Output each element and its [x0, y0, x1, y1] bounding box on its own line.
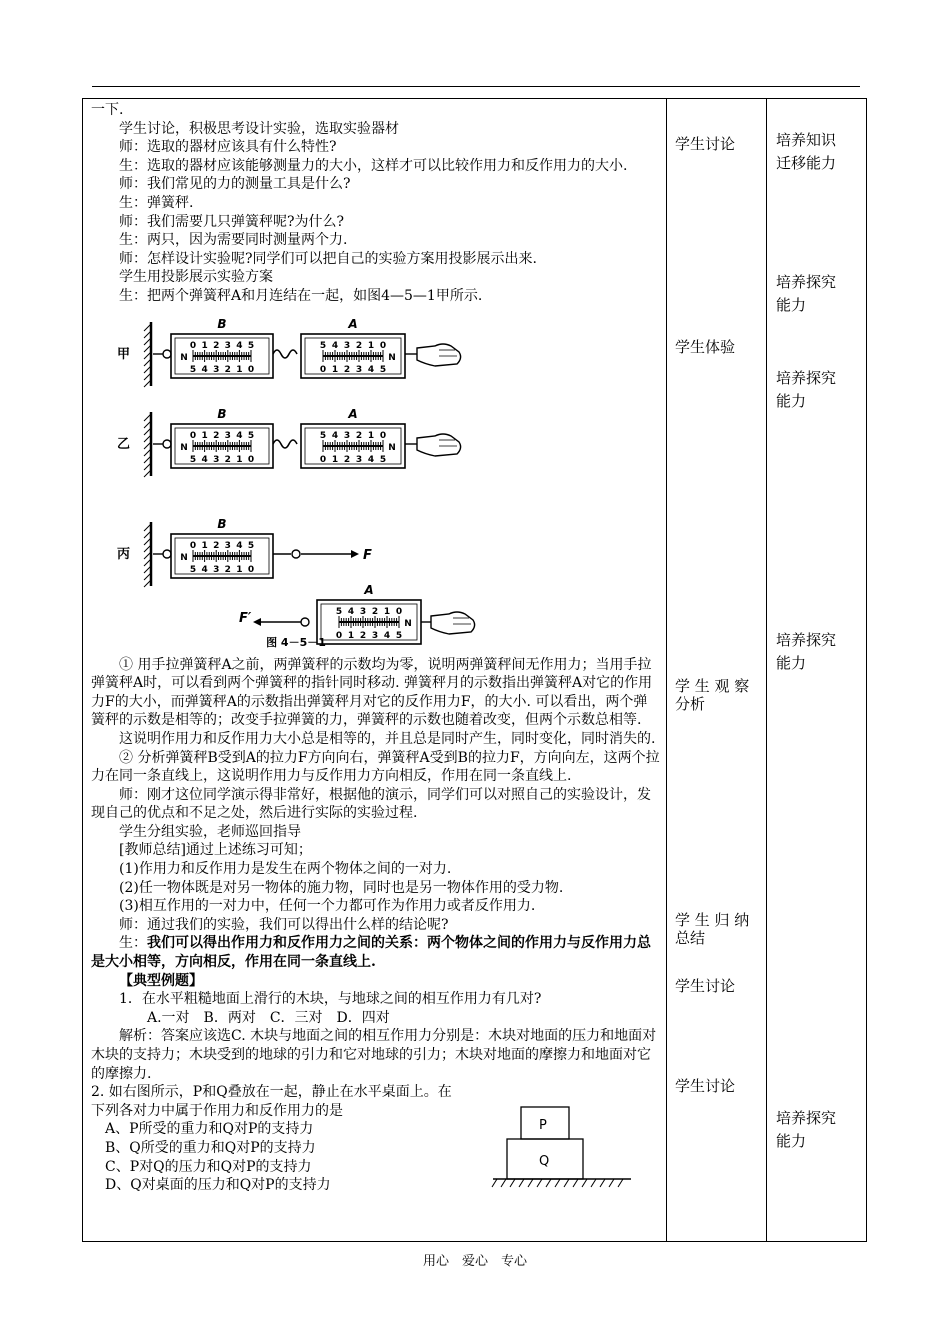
text-line: 生：选取的器材应该能够测量力的大小，这样才可以比较作用力和反作用力的大小.	[119, 157, 628, 174]
text-line: 师：我们需要几只弹簧秤呢?为什么?	[119, 213, 345, 230]
scale-number: 5	[335, 606, 343, 617]
surface-hatch-line	[528, 1179, 533, 1187]
scale-number: 5	[319, 340, 327, 351]
activity-label: 学 生 观 察分析	[675, 677, 750, 713]
scale-number: 3	[213, 454, 220, 465]
scale-number: 2	[355, 340, 363, 351]
text-paragraph: 这说明作用力和反作用力大小总是相等的，并且总是同时产生，同时变化，同时消失的.	[119, 730, 656, 747]
scale-number: 2	[371, 606, 379, 617]
activity-label: 学生讨论	[675, 135, 736, 153]
surface-hatch-line	[546, 1179, 551, 1187]
surface-hatch-line	[573, 1179, 578, 1187]
activity-label: 学生讨论	[675, 1077, 736, 1095]
spring-scale-figure	[91, 306, 661, 656]
text-line: 生：两只，因为需要同时测量两个力.	[119, 232, 348, 249]
text-paragraph: ① 用手拉弹簧秤A之前，两弹簧秤的示数均为零，说明两弹簧秤间无作用力；当用手拉弹簧秤A时，可以看到两个弹簧秤的指针同时移动. 弹簧秤月的示数指出弹簧秤A对它的作用力F的大小，而弹簧秤A的示数指出弹簧秤月对它的反作用力F，的大小. 可以看出，两个弹簧秤的示数是相等的；改变手拉弹簧的力，弹簧秤的示数也随着改变，但两个示数总相等.	[91, 656, 653, 729]
scale-number: 4	[201, 454, 208, 465]
scale-number: 1	[367, 340, 375, 351]
scale-number: 2	[224, 454, 231, 465]
scale-number: 3	[355, 454, 363, 465]
scale-number: 2	[343, 364, 351, 375]
hook-ring	[163, 550, 171, 558]
question-2-option: B、Q所受的重力和Q对P的支持力	[105, 1139, 316, 1156]
teaching-process-column	[91, 99, 661, 1203]
force-f-label: F	[363, 547, 372, 563]
scale-number: 3	[213, 564, 220, 575]
scale-number: 5	[247, 430, 255, 441]
surface-hatching	[492, 1179, 623, 1187]
scale-number: 1	[201, 430, 208, 441]
block-p-label: P	[539, 1118, 547, 1134]
activity-label: 学生体验	[675, 338, 736, 356]
scale-number: 0	[379, 430, 387, 441]
scale-letter-label: B	[217, 406, 227, 421]
text-line: 一下.	[91, 102, 124, 118]
scale-number: 0	[319, 364, 327, 375]
surface-hatch-line	[501, 1179, 506, 1187]
arrow-head	[253, 618, 261, 626]
scale-number: 4	[236, 540, 243, 551]
scale-number: 0	[379, 340, 387, 351]
hook-ring	[301, 618, 309, 626]
spring-coupling	[273, 440, 297, 448]
footer-text: 用心 爱心 专心	[422, 1254, 527, 1269]
hook-ring	[163, 350, 171, 358]
text-line: 生：弹簧秤.	[119, 194, 194, 211]
goal-label: 培养探究能力	[776, 631, 837, 672]
block-q-label: Q	[539, 1154, 550, 1170]
scale-n-label: N	[180, 352, 188, 363]
text-line: (3)相互作用的一对力中，任何一个力都可作为作用力或者反作用力.	[119, 898, 536, 915]
scale-number: 0	[247, 454, 255, 465]
surface-hatch-line	[618, 1179, 623, 1187]
scale-number: 0	[395, 606, 403, 617]
figure-caption: 图 4－5－1	[266, 635, 326, 649]
activity-label: 学 生 归 纳总结	[675, 911, 750, 947]
scale-number: 0	[247, 564, 255, 575]
text-line: 师：通过我们的实验，我们可以得出什么样的结论呢?	[119, 916, 449, 933]
hand-icon	[417, 434, 461, 456]
surface-hatch-line	[555, 1179, 560, 1187]
scale-number: 4	[201, 564, 208, 575]
spring-coupling	[273, 350, 297, 358]
scale-number: 1	[331, 364, 339, 375]
scale-number: 0	[189, 340, 197, 351]
scale-letter-label: B	[217, 316, 227, 331]
scale-number: 3	[343, 340, 351, 351]
text-line: (2)任一物体既是对另一物体的施力物，同时也是另一物体作用的受力物.	[119, 879, 564, 896]
scale-number: 1	[383, 606, 391, 617]
scale-n-label: N	[180, 442, 188, 453]
text-paragraph: 师：刚才这位同学演示得非常好，根据他的演示，同学们可以对照自己的实验设计，发现自己的优点和不足之处，然后进行实际的实验过程.	[91, 786, 651, 822]
scale-number: 2	[359, 630, 367, 641]
scale-number: 4	[236, 340, 243, 351]
scale-number: 1	[331, 454, 339, 465]
scale-n-label: N	[388, 442, 396, 453]
surface-hatch-line	[519, 1179, 524, 1187]
text-line: 师：选取的器材应该具有什么特性?	[119, 139, 337, 156]
surface-hatch-line	[510, 1179, 515, 1187]
scale-letter-label: A	[364, 582, 374, 597]
surface-hatch-line	[492, 1179, 497, 1187]
scale-number: 0	[319, 454, 327, 465]
scale-number: 3	[343, 430, 351, 441]
figure-row-label: 甲	[117, 346, 131, 362]
scale-number: 2	[213, 430, 220, 441]
figure-row-label: 乙	[117, 436, 131, 452]
scale-number: 2	[213, 340, 220, 351]
question-1: 1．在水平粗糙地面上滑行的木块，与地球之间的相互作用力有几对?	[119, 991, 542, 1008]
scale-number: 5	[395, 630, 403, 641]
column-divider	[666, 99, 667, 1241]
scale-number: 5	[189, 564, 197, 575]
scale-number: 4	[236, 430, 243, 441]
pq-blocks-figure	[483, 1101, 633, 1201]
column-divider	[766, 99, 767, 1241]
scale-number: 5	[189, 454, 197, 465]
scale-number: 0	[247, 364, 255, 375]
scale-number: 3	[355, 364, 363, 375]
goal-label: 培养探究能力	[776, 273, 837, 314]
surface-hatch-line	[582, 1179, 587, 1187]
question-2: 2. 如右图所示，P和Q叠放在一起，静止在水平桌面上。在下列各对力中属于作用力和反作用力的是	[91, 1084, 452, 1119]
scale-number: 3	[224, 430, 231, 441]
scale-number: 0	[189, 430, 197, 441]
hand-icon	[431, 612, 475, 634]
header-rule	[92, 86, 860, 87]
scale-n-label: N	[180, 552, 188, 563]
text-line: 生：把两个弹簧秤A和月连结在一起，如图4—5—1甲所示.	[119, 287, 483, 304]
goal-label: 培养探究能力	[776, 1109, 837, 1150]
scale-number: 3	[213, 364, 220, 375]
scale-number: 1	[236, 454, 243, 465]
surface-hatch-line	[609, 1179, 614, 1187]
question-1-options: A.一对 B．两对 C．三对 D．四对	[147, 1009, 390, 1026]
scale-number: 1	[201, 340, 208, 351]
lesson-table	[82, 98, 867, 1242]
scale-number: 4	[201, 364, 208, 375]
scale-letter-label: A	[348, 316, 358, 331]
scale-letter-label: B	[217, 516, 227, 531]
goal-label: 培养知识迁移能力	[776, 131, 837, 172]
hook-ring	[163, 440, 171, 448]
force-f-prime-label: F′	[239, 610, 252, 626]
scale-number: 3	[224, 540, 231, 551]
question-2-option: D、Q对桌面的压力和Q对P的支持力	[105, 1177, 331, 1194]
text-line: 师：怎样设计实验呢?同学们可以把自己的实验方案用投影展示出来.	[119, 250, 537, 267]
scale-number: 2	[343, 454, 351, 465]
text-line: (1)作用力和反作用力是发生在两个物体之间的一对力.	[119, 861, 452, 878]
activity-label: 学生讨论	[675, 977, 736, 995]
text-line: 学生讨论，积极思考设计实验，选取实验器材	[119, 120, 399, 137]
scale-n-label: N	[388, 352, 396, 363]
scale-number: 1	[236, 364, 243, 375]
scale-number: 2	[213, 540, 220, 551]
scale-number: 1	[367, 430, 375, 441]
conclusion	[91, 934, 661, 971]
scale-number: 4	[331, 430, 339, 441]
scale-number: 1	[347, 630, 355, 641]
goal-label: 培养探究能力	[776, 369, 837, 410]
scale-number: 1	[201, 540, 208, 551]
question-2-option: A、P所受的重力和Q对P的支持力	[105, 1121, 314, 1138]
scale-letter-label: A	[348, 406, 358, 421]
scale-number: 3	[224, 340, 231, 351]
scale-number: 5	[247, 540, 255, 551]
scale-number: 3	[371, 630, 379, 641]
text-line: [教师总结]通过上述练习可知；	[119, 842, 312, 859]
conclusion-prefix: 生：	[119, 935, 147, 952]
text-line: 学生用投影展示实验方案	[119, 269, 273, 286]
scale-number: 5	[379, 454, 387, 465]
question-2-option: C、P对Q的压力和Q对P的支持力	[105, 1158, 312, 1175]
scale-number: 4	[367, 454, 375, 465]
scale-number: 2	[224, 364, 231, 375]
surface-hatch-line	[564, 1179, 569, 1187]
scale-number: 4	[383, 630, 391, 641]
figure-row-label: 丙	[117, 546, 131, 562]
surface-hatch-line	[600, 1179, 605, 1187]
question-1-analysis: 解析：答案应该选C. 木块与地面之间的相互作用力分别是：木块对地面的压力和地面对木块的支持力；木块受到的地球的引力和它对地球的引力；木块对地面的摩擦力和地面对它的摩擦力.	[91, 1028, 657, 1082]
text-paragraph: ② 分析弹簧秤B受到A的拉力F方向向右，弹簧秤A受到B的拉力F，方向向左，这两个拉力在同一条直线上，这说明作用力与反作用力方向相反，作用在同一条直线上.	[91, 749, 660, 785]
surface-hatch-line	[591, 1179, 596, 1187]
arrow-head	[351, 550, 359, 558]
hand-icon	[417, 344, 461, 366]
text-line: 学生分组实验，老师巡回指导	[119, 823, 301, 840]
scale-number: 2	[355, 430, 363, 441]
hook-ring	[292, 550, 300, 558]
scale-number: 0	[189, 540, 197, 551]
surface-hatch-line	[537, 1179, 542, 1187]
scale-number: 5	[189, 364, 197, 375]
scale-number: 4	[331, 340, 339, 351]
scale-n-label: N	[404, 618, 412, 629]
scale-number: 5	[319, 430, 327, 441]
scale-number: 5	[379, 364, 387, 375]
scale-number: 0	[335, 630, 343, 641]
scale-number: 5	[247, 340, 255, 351]
examples-heading: 【典型例题】	[119, 972, 203, 989]
conclusion-bold: 我们可以得出作用力和反作用力之间的关系：两个物体之间的作用力与反作用力总是大小相等，方向相反，作用在同一条直线上.	[91, 935, 651, 971]
text-line: 师：我们常见的力的测量工具是什么?	[119, 176, 351, 193]
scale-number: 4	[367, 364, 375, 375]
scale-number: 4	[347, 606, 355, 617]
scale-number: 3	[359, 606, 367, 617]
scale-number: 2	[224, 564, 231, 575]
question-2-block	[91, 1083, 661, 1203]
scale-number: 1	[236, 564, 243, 575]
